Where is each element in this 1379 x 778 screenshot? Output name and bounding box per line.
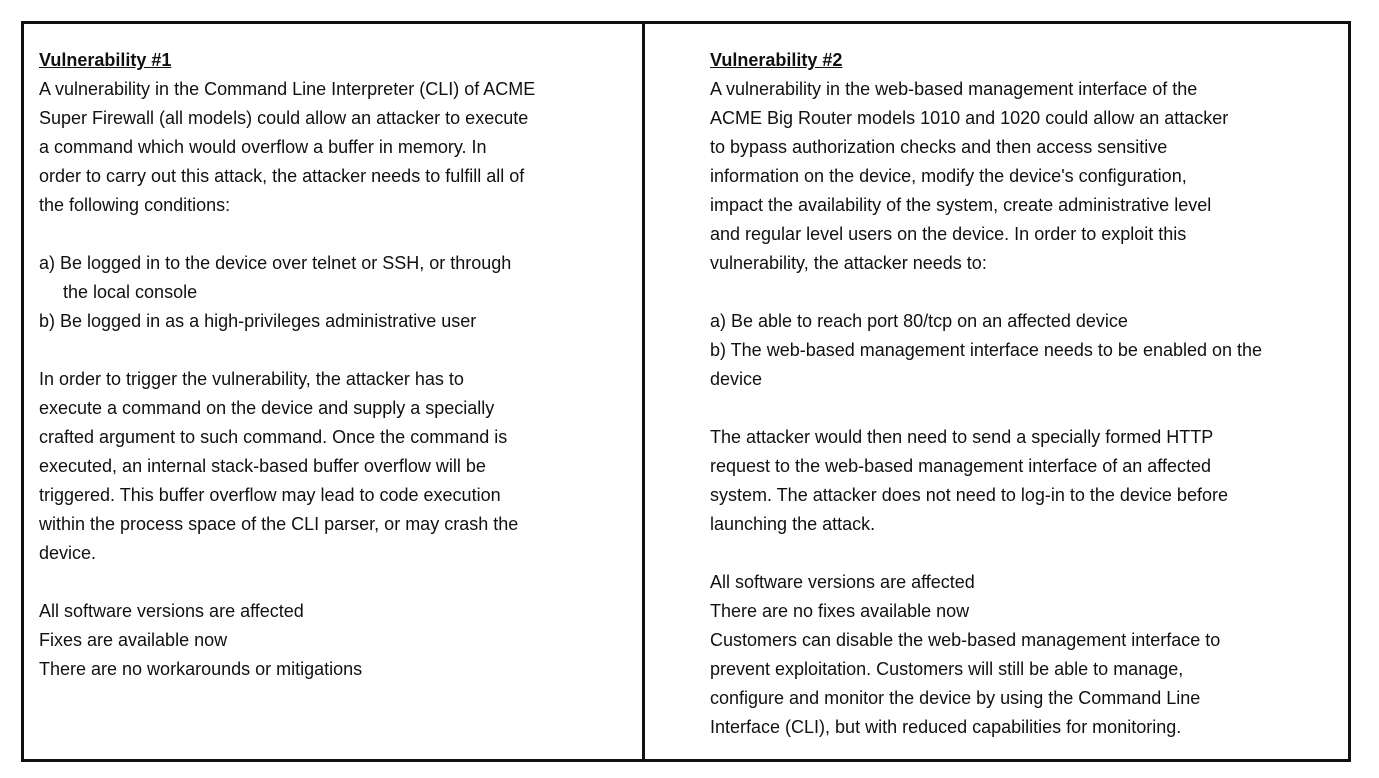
spacer (39, 568, 642, 597)
spacer (39, 336, 642, 365)
vulnerability-1-title: Vulnerability #1 (39, 50, 172, 70)
spacer (39, 220, 642, 249)
vulnerability-2-intro: A vulnerability in the web-based management interface of the ACME Big Router models 1010 and 1020 could allow an attacker to bypass authorization checks and then access sensitive information on the device, modify the device's configuration, impact the availability of the system, create administrative level and regular level users on the device. In order to exploit this vulnerability, the attacker needs to: (710, 79, 1229, 273)
vulnerability-1-status-workarounds: There are no workarounds or mitigations (39, 659, 363, 679)
vulnerability-2-workaround: Customers can disable the web-based management interface to prevent exploitation. Customers will still be able to manage, configure and monitor the device by using the Command Line Interface (CLI), but with reduced capabilities for monitoring. (710, 630, 1221, 737)
vulnerability-2-attack: The attacker would then need to send a specially formed HTTP request to the web-based management interface of an affected system. The attacker does not need to log-in to the device before launching the attack. (710, 427, 1228, 534)
vulnerability-1-status-affected: All software versions are affected (39, 601, 304, 621)
vulnerability-1-trigger: In order to trigger the vulnerability, the attacker has to execute a command on the device and supply a specially crafted argument to such command. Once the command is executed, an internal stack-based buffer overflow will be triggered. This buffer overflow may lead to code execution within the process space of the CLI parser, or may crash the device. (39, 369, 519, 563)
vulnerability-1-status-fixes: Fixes are available now (39, 630, 228, 650)
vulnerability-2-status-affected: All software versions are affected (710, 572, 975, 592)
spacer (710, 394, 1348, 423)
vulnerability-1-condition-a-continued: the local console (63, 282, 198, 302)
vulnerability-1-condition-b: b) Be logged in as a high-privileges administrative user (39, 311, 477, 331)
spacer (710, 278, 1348, 307)
vulnerability-2-condition-a: a) Be able to reach port 80/tcp on an affected device (710, 311, 1128, 331)
spacer (710, 539, 1348, 568)
vulnerability-1-intro: A vulnerability in the Command Line Interpreter (CLI) of ACME Super Firewall (all models) could allow an attacker to execute a command which would overflow a buffer in memory. In order to carry out this attack, the attacker needs to fulfill all of the following conditions: (39, 79, 536, 215)
vulnerability-2-status-fixes: There are no fixes available now (710, 601, 970, 621)
vulnerability-2-cell (645, 24, 1348, 759)
vulnerability-1-cell (24, 24, 645, 759)
vulnerability-1-condition-a: a) Be logged in to the device over telnet or SSH, or through (39, 253, 512, 273)
vulnerability-table (21, 21, 1351, 762)
vulnerability-2-condition-b: b) The web-based management interface needs to be enabled on the device (710, 340, 1263, 389)
vulnerability-2-title: Vulnerability #2 (710, 50, 843, 70)
